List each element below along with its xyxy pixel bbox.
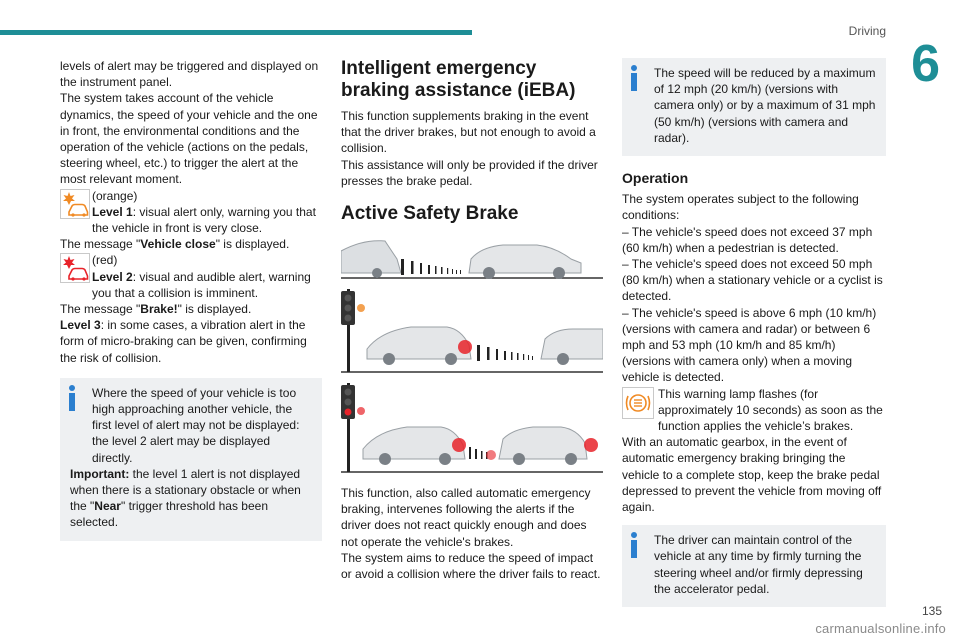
operation-title: Operation: [622, 170, 689, 187]
info-box-text-2: the level 1 alert is not displayed when there is a stationary obstacle or when the ": [70, 466, 301, 514]
operation-intro: The system operates subject to the following conditions:: [622, 192, 859, 223]
info-icon: [630, 532, 638, 558]
warning-lamp-block: [622, 386, 886, 435]
page-number: 135: [921, 604, 942, 618]
level-1-text: : visual alert only, warning you that the vehicle in front is very close.: [92, 204, 316, 236]
aeb-text-2: The system aims to reduce the speed of impact or avoid a collision where the driver fails to react.: [341, 550, 601, 582]
illustration-auto-brake: [341, 383, 603, 475]
condition-moving: – The vehicle's speed is above 6 mph (10 km/h) (versions with camera and radar) or between 6 mph and 53 mph (10 km/h and 85 km/h) (versions with camera only) when a moving vehicle is detected.: [622, 305, 877, 385]
ieba-title: Intelligent emergency braking assistance (iEBA): [341, 58, 576, 101]
level-1-color: (orange): [92, 188, 138, 203]
level-1-msg-pre: The message ": [60, 237, 141, 252]
level-1-block: [60, 188, 322, 253]
active-safety-brake-title: Active Safety Brake: [341, 203, 519, 225]
column-2: [341, 58, 603, 582]
near-label: Near: [94, 499, 121, 514]
ieba-text-1: This function supplements braking in the event that the driver brakes, but not enough to avoid a collision.: [341, 109, 596, 156]
condition-stationary: – The vehicle's speed does not exceed 50 mph (80 km/h) when a stationary vehicle or a cyclist is detected.: [622, 257, 883, 304]
info-box-text: Where the speed of your vehicle is too high approaching another vehicle, the first level of alert may not be displayed: the level 2 alert may be displayed directly.: [92, 385, 300, 465]
speed-reduction-text: The speed will be reduced by a maximum of 12 mph (20 km/h) (versions with camera only) or by a maximum of 31 mph (50 km/h) (versions with camera and radar).: [654, 66, 876, 145]
brake-warning-lamp-icon: [622, 387, 654, 419]
level-2-msg-pre: The message ": [60, 302, 141, 317]
info-box-driver-control: [622, 525, 886, 607]
level-2-label: Level 2: [92, 269, 133, 284]
column-1: [60, 58, 322, 541]
watermark: carmanualsonline.info: [815, 621, 946, 636]
aeb-text-1: This function, also called automatic emergency braking, intervenes following the alerts if the driver does not react quickly enough and does not operate the vehicle's brakes.: [341, 486, 591, 549]
level-2-message: Brake!: [140, 302, 178, 317]
automatic-gearbox-text: With an automatic gearbox, in the event of automatic emergency braking bringing the vehicle to a complete stop, keep the brake pedal depressed to prevent the vehicle from moving off again.: [622, 435, 882, 515]
system-description: The system takes account of the vehicle dynamics, the speed of your vehicle and the one in front, the environmental conditions and the operation of the vehicle (actions on the pedals, steering wheel, etc.) to trigger the alert at the most relevant moment.: [60, 91, 318, 187]
illustration-alert-braking: [341, 289, 603, 375]
info-box-speed-reduction: [622, 58, 886, 156]
info-icon: [630, 65, 638, 91]
info-box-speed: [60, 378, 322, 541]
collision-alert-icon: [60, 189, 90, 219]
condition-pedestrian: – The vehicle's speed does not exceed 37 mph (60 km/h) when a pedestrian is detected.: [622, 224, 873, 255]
important-label: Important:: [70, 466, 130, 481]
chapter-number: 6: [911, 35, 940, 93]
level-1-message: Vehicle close: [140, 237, 216, 252]
illustration-car-approach: [341, 233, 603, 281]
level-2-text: : visual and audible alert, warning you that a collision is imminent.: [92, 269, 311, 300]
column-3: [622, 58, 886, 607]
info-box-text-3: " trigger threshold has been selected.: [70, 499, 268, 530]
level-3-text: : in some cases, a vibration alert in the form of micro-braking can be given, confirming the risk of collision.: [60, 318, 307, 365]
header-accent-bar: [0, 30, 472, 35]
collision-alert-icon: [60, 253, 90, 283]
info-icon: [68, 385, 76, 411]
level-3-label: Level 3: [60, 318, 101, 333]
warning-lamp-text: This warning lamp flashes (for approximately 10 seconds) as soon as the function applies the vehicle’s brakes.: [658, 386, 883, 434]
level-2-block: [60, 252, 322, 317]
driver-control-text: The driver can maintain control of the vehicle at any time by firmly turning the steering wheel and/or firmly depressing the accelerator pedal.: [654, 533, 863, 596]
level-1-label: Level 1: [92, 204, 133, 219]
level-1-msg-post: " is displayed.: [215, 237, 290, 252]
ieba-text-2: This assistance will only be provided if the driver presses the brake pedal.: [341, 157, 598, 188]
section-label: Driving: [848, 24, 886, 38]
level-2-msg-post: " is displayed.: [177, 302, 252, 317]
intro-text: levels of alert may be triggered and displayed on the instrument panel.: [60, 59, 319, 90]
level-2-color: (red): [92, 253, 118, 268]
